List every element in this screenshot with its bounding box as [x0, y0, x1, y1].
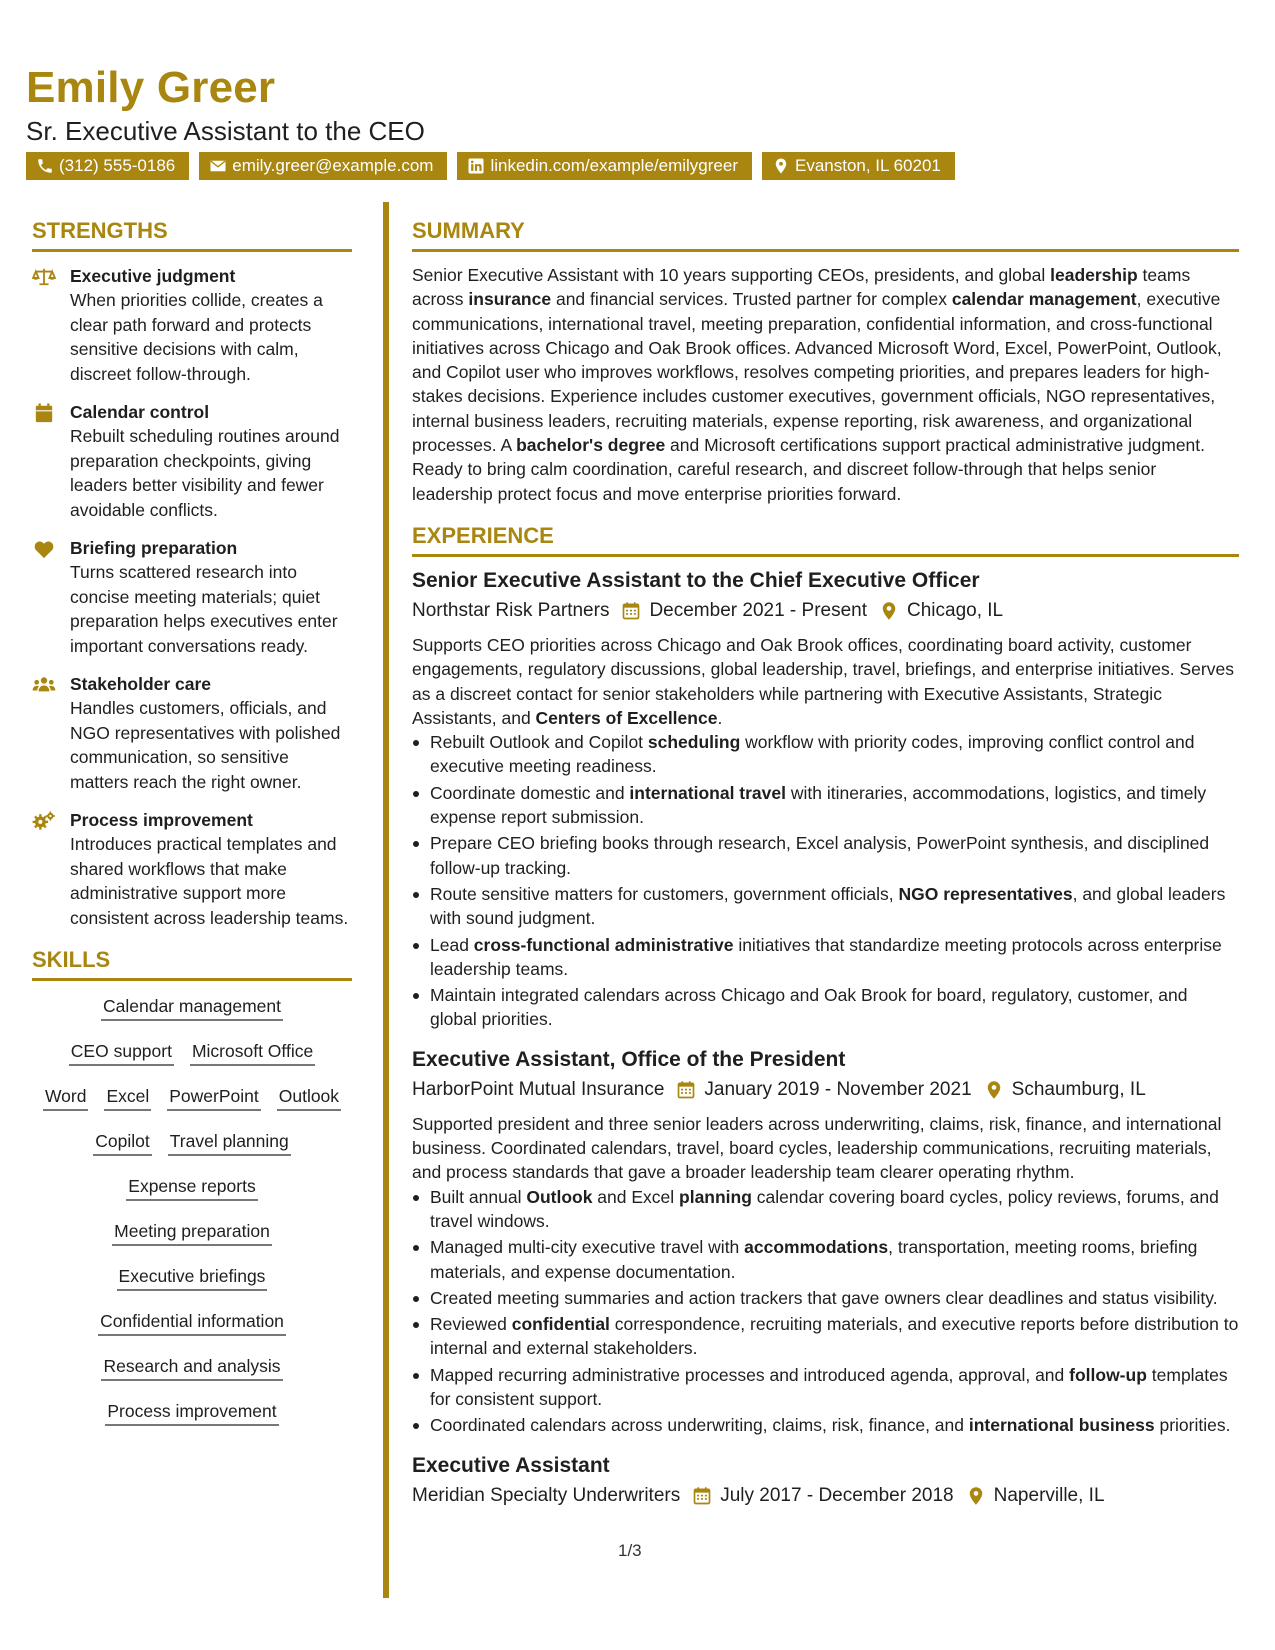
job-gap: [412, 1034, 1239, 1046]
strength-description: Handles customers, officials, and NGO representatives with polished communication, so sensitive matters reach the right owner.: [70, 698, 341, 792]
bold-text: accommodations: [744, 1237, 889, 1258]
text-segment: templates for consistent support.: [430, 1364, 1228, 1409]
bullet-item: [412, 1286, 1239, 1310]
text-segment: with itineraries, accommodations, logistics, and timely expense report submission.: [430, 782, 1207, 828]
strengths-heading: STRENGTHS: [32, 217, 352, 252]
job-description: [412, 1112, 1239, 1185]
bullet-item: [412, 730, 1239, 779]
strength-description: Introduces practical templates and shared workflows that make administrative support more consistent across leadership teams.: [70, 834, 349, 928]
skill-tag: Microsoft Office: [190, 1040, 315, 1066]
text-segment: and financial services. Trusted partner for complex: [551, 289, 952, 310]
contact-text: Evanston, IL 60201: [794, 156, 941, 175]
skill-tag: Meeting preparation: [112, 1220, 272, 1246]
skill-row: [117, 1265, 268, 1310]
text-segment: Reviewed: [430, 1314, 512, 1335]
strength-description: When priorities collide, creates a clear path forward and protects sensitive decisions with calm, discreet follow-through.: [70, 290, 323, 384]
text-segment: Built annual: [430, 1186, 527, 1207]
map-pin-icon: [772, 157, 790, 175]
summary-text: [412, 263, 1239, 506]
job-gap: [412, 1440, 1239, 1452]
job-location: Chicago, IL: [907, 599, 1004, 621]
job-role: Senior Executive Assistant to the Chief Executive Officer: [412, 568, 980, 592]
bold-text: international business: [968, 1415, 1155, 1436]
company-name: Meridian Specialty Underwriters: [412, 1484, 681, 1506]
text-segment: .: [717, 707, 723, 728]
strength-description: Turns scattered research into concise meeting materials; quiet preparation helps executives enter important conversations ready.: [70, 562, 338, 656]
bullet-item: [412, 1235, 1239, 1284]
text-segment: calendar covering board cycles, policy reviews, forums, and travel windows.: [430, 1186, 1219, 1231]
left-column: [32, 217, 352, 1445]
skill-row: [98, 1310, 286, 1355]
text-segment: , and global leaders with sound judgment.: [430, 883, 1226, 929]
text-segment: Route sensitive matters for customers, government officials,: [430, 883, 899, 904]
experience-heading: EXPERIENCE: [412, 522, 1239, 557]
job-role: Executive Assistant, Office of the President: [412, 1047, 846, 1071]
heart-icon: [32, 536, 70, 658]
job-entry: [412, 1046, 1239, 1438]
contact-text: linkedin.com/example/emilygreer: [490, 156, 738, 175]
linkedin-icon: [467, 157, 485, 175]
phone-icon: [36, 157, 54, 175]
company-name: Northstar Risk Partners: [412, 599, 610, 621]
skill-row: [101, 995, 283, 1040]
strength-item: [32, 264, 352, 386]
gears-icon: [32, 808, 70, 930]
contact-text: emily.greer@example.com: [232, 156, 434, 175]
strength-body: [70, 400, 352, 522]
job-meta: [412, 1074, 1239, 1106]
envelope-icon: [209, 157, 227, 175]
text-segment: and Excel: [592, 1186, 680, 1207]
skill-tag: Outlook: [277, 1085, 341, 1111]
calendar-icon: [692, 1486, 712, 1506]
location-pin-icon: [984, 1080, 1004, 1100]
strength-title: Calendar control: [70, 402, 210, 422]
resume-header: [26, 62, 1256, 175]
bold-text: follow-up: [1069, 1364, 1147, 1385]
job-bullets: [412, 1185, 1239, 1438]
contact-chip[interactable]: [457, 152, 752, 180]
bullet-item: [412, 831, 1239, 880]
strength-item: [32, 672, 352, 794]
bullet-item: [412, 933, 1239, 982]
skill-row: [43, 1085, 341, 1130]
skill-tag: PowerPoint: [167, 1085, 261, 1111]
bold-text: Centers of Excellence: [535, 707, 718, 728]
candidate-name: Emily Greer: [26, 63, 276, 112]
skill-row: [101, 1355, 282, 1400]
strength-title: Stakeholder care: [70, 674, 212, 694]
job-dates: July 2017 - December 2018: [720, 1484, 954, 1506]
calendar-icon: [32, 400, 70, 522]
bullet-item: [412, 781, 1239, 830]
bold-text: confidential: [511, 1314, 610, 1335]
job-dates: December 2021 - Present: [649, 599, 868, 621]
bullet-item: [412, 1185, 1239, 1234]
skill-row: [112, 1220, 272, 1265]
job-bullets: [412, 730, 1239, 1032]
skill-tag: Confidential information: [98, 1310, 286, 1336]
text-segment: Supported president and three senior leaders across underwriting, claims, risk, finance, and international business. Coordinated calendars, travel, board cycles, leadership communications, recruiting materials, and process standards that gave a broader leadership team clearer operating rhythm.: [412, 1113, 1222, 1183]
summary-heading: SUMMARY: [412, 217, 1239, 252]
strength-title: Executive judgment: [70, 266, 236, 286]
text-segment: Managed multi-city executive travel with: [430, 1237, 745, 1258]
strength-body: [70, 264, 352, 386]
text-segment: and Microsoft certifications support practical administrative judgment. Ready to bring calm coordination, careful research, and discreet follow-through that helps senior leadership protect focus and move enterprise priorities forward.: [412, 435, 1206, 504]
text-segment: Maintain integrated calendars across Chicago and Oak Brook for board, regulatory, customer, and global priorities.: [430, 985, 1188, 1030]
text-segment: Coordinated calendars across underwriting, claims, risk, finance, and: [430, 1415, 969, 1436]
bullet-item: [412, 983, 1239, 1032]
right-column: [412, 217, 1239, 1512]
bold-text: NGO representatives: [898, 883, 1073, 904]
skill-tag: Executive briefings: [117, 1265, 268, 1291]
skill-row: [69, 1040, 315, 1085]
company-name: HarborPoint Mutual Insurance: [412, 1078, 665, 1100]
text-segment: priorities.: [1154, 1415, 1231, 1436]
bold-text: scheduling: [647, 732, 741, 753]
experience-list: [412, 567, 1239, 1512]
strength-body: [70, 536, 352, 658]
bold-text: international travel: [629, 782, 786, 803]
bullet-item: [412, 882, 1239, 931]
location-pin-icon: [879, 601, 899, 621]
skill-tag: Calendar management: [101, 995, 283, 1021]
text-segment: correspondence, recruiting materials, and executive reports before distribution to internal and external stakeholders.: [430, 1314, 1239, 1359]
location-pin-icon: [966, 1486, 986, 1506]
contact-chip[interactable]: [199, 152, 447, 180]
skill-tag: Process improvement: [105, 1400, 278, 1426]
skill-tag: Travel planning: [168, 1130, 291, 1156]
calendar-icon: [621, 601, 641, 621]
skill-tag: CEO support: [69, 1040, 174, 1066]
bold-text: cross-functional administrative: [473, 934, 734, 955]
skill-tag: Expense reports: [126, 1175, 257, 1201]
job-dates: January 2019 - November 2021: [704, 1078, 972, 1100]
text-segment: Supports CEO priorities across Chicago and Oak Brook offices, coordinating board activity, customer engagements, regulatory discussions, global leadership, travel, briefings, and enterprise initiatives. Serves as a discreet contact for senior stakeholders while partnering with Executive Assistants, Strategic Assistants, and: [412, 634, 1234, 728]
skills-heading: SKILLS: [32, 946, 352, 981]
contact-chip: [762, 152, 955, 180]
text-segment: Created meeting summaries and action trackers that gave owners clear deadlines and status visibility.: [430, 1287, 1218, 1308]
text-segment: initiatives that standardize meeting protocols across enterprise leadership teams.: [430, 934, 1222, 979]
job-location: Schaumburg, IL: [1011, 1078, 1146, 1100]
job-meta: [412, 1480, 1239, 1512]
job-description: [412, 633, 1239, 730]
text-segment: Prepare CEO briefing books through research, Excel analysis, PowerPoint synthesis, and disciplined follow-up tracking.: [430, 833, 1210, 878]
page-number: 1/3: [618, 1541, 642, 1560]
users-icon: [32, 672, 70, 794]
skill-tag: Copilot: [93, 1130, 151, 1156]
bold-text: leadership: [1050, 265, 1138, 285]
text-segment: Senior Executive Assistant with 10 years supporting CEOs, presidents, and global: [412, 265, 1051, 285]
job-role: Executive Assistant: [412, 1453, 610, 1477]
column-divider: [383, 202, 389, 1598]
text-segment: Lead: [430, 934, 474, 955]
skill-row: [126, 1175, 257, 1220]
text-segment: teams across: [412, 265, 1191, 310]
contact-bar: [26, 152, 955, 180]
strength-body: [70, 672, 352, 794]
bold-text: planning: [679, 1186, 752, 1207]
contact-chip: [26, 152, 189, 180]
bullet-item: [412, 1312, 1239, 1361]
job-meta: [412, 595, 1239, 627]
skill-tag: Excel: [104, 1085, 151, 1111]
strength-description: Rebuilt scheduling routines around preparation checkpoints, giving leaders better visibility and fewer avoidable conflicts.: [70, 426, 340, 520]
text-segment: Mapped recurring administrative processes and introduced agenda, approval, and: [430, 1364, 1070, 1385]
bullet-item: [412, 1363, 1239, 1412]
text-segment: , executive communications, international travel, meeting preparation, confidential information, and cross-functional initiatives across Chicago and Oak Brook offices. Advanced Microsoft Word, Excel, PowerPoint, Outlook, and Copilot user who improves workflows, resolves competing priorities, and prepares leaders for high-stakes decisions. Experience includes customer executives, government officials, NGO representatives, internal business leaders, recruiting materials, expense reporting, risk awareness, and organizational processes. A: [412, 289, 1222, 456]
calendar-icon: [676, 1080, 696, 1100]
job-entry: [412, 567, 1239, 1032]
strength-item: [32, 808, 352, 930]
candidate-title: Sr. Executive Assistant to the CEO: [26, 116, 425, 146]
skill-tag: Research and analysis: [101, 1355, 282, 1381]
strength-title: Process improvement: [70, 810, 253, 830]
skill-row: [105, 1400, 278, 1445]
bold-text: calendar management: [951, 289, 1137, 310]
bullet-item: [412, 1413, 1239, 1437]
text-segment: workflow with priority codes, improving conflict control and executive meeting readiness.: [430, 732, 1195, 777]
bold-text: insurance: [468, 289, 552, 310]
text-segment: Rebuilt Outlook and Copilot: [430, 732, 648, 753]
strengths-list: [32, 264, 352, 930]
text-segment: , transportation, meeting rooms, briefing materials, and expense documentation.: [430, 1237, 1198, 1282]
balance-scale-icon: [32, 264, 70, 386]
strength-item: [32, 400, 352, 522]
bold-text: bachelor's degree: [516, 435, 666, 456]
skill-row: [93, 1130, 291, 1175]
strength-body: [70, 808, 352, 930]
strength-item: [32, 536, 352, 658]
job-entry: [412, 1452, 1239, 1512]
contact-text: (312) 555-0186: [59, 156, 176, 175]
skills-list: [32, 981, 352, 1445]
skill-tag: Word: [43, 1085, 89, 1111]
strength-title: Briefing preparation: [70, 538, 238, 558]
bold-text: Outlook: [526, 1186, 593, 1207]
job-location: Naperville, IL: [993, 1484, 1105, 1506]
text-segment: Coordinate domestic and: [430, 782, 630, 803]
